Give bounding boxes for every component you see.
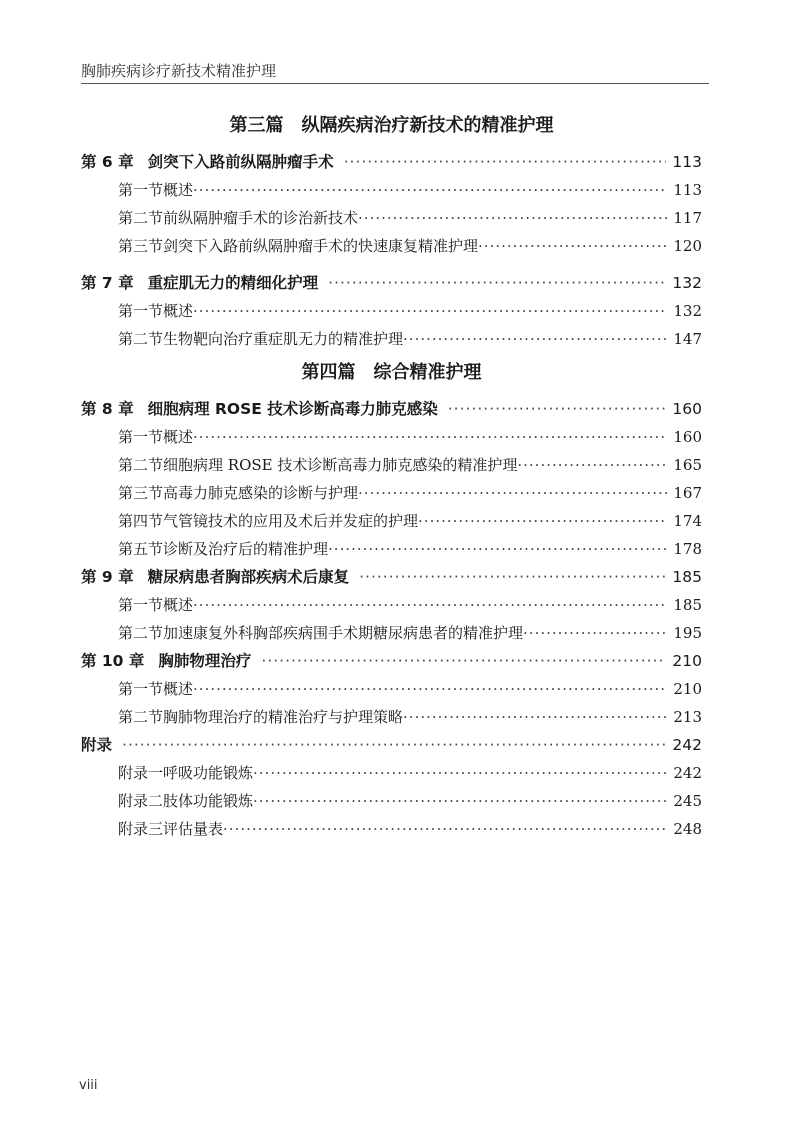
chapter-title: 重症肌无力的精细化护理: [147, 274, 319, 292]
toc-section[interactable]: [81, 787, 702, 815]
section-number: 第三节: [118, 484, 164, 502]
dot-leader: [261, 647, 666, 675]
page-number: 242: [672, 736, 702, 754]
section-number: 第一节: [118, 302, 164, 320]
page-number: 210: [672, 652, 702, 670]
chapter-title: 剑突下入路前纵隔肿瘤手术: [147, 153, 334, 171]
dot-leader: [517, 451, 667, 479]
toc-section[interactable]: [81, 176, 702, 204]
section-title: 概述: [163, 181, 194, 199]
dot-leader: [418, 507, 667, 535]
page-number: 242: [673, 764, 702, 782]
toc-section[interactable]: [81, 479, 702, 507]
section-number: 第二节: [118, 330, 164, 348]
section-number: 第一节: [118, 596, 164, 614]
page-number: 195: [673, 624, 702, 642]
toc-chapter[interactable]: [81, 563, 702, 591]
section-title: 气管镜技术的应用及术后并发症的护理: [163, 512, 419, 530]
section-number: 第二节: [118, 209, 164, 227]
section-title: 胸肺物理治疗的精准治疗与护理策略: [163, 708, 404, 726]
toc-section[interactable]: [81, 507, 702, 535]
page-number: 165: [673, 456, 702, 474]
chapter-title: 细胞病理 ROSE 技术诊断高毒力肺克感染: [147, 400, 438, 418]
section-number: 第五节: [118, 540, 164, 558]
toc-chapter[interactable]: [81, 395, 702, 423]
table-of-contents: [81, 110, 702, 843]
header-rule: [81, 83, 709, 84]
section-number: 第二节: [118, 456, 164, 474]
dot-leader: [193, 675, 667, 703]
page-number: 117: [673, 209, 702, 227]
dot-leader: [122, 731, 666, 759]
chapter-number: 第 8 章: [81, 400, 134, 418]
section-title: 呼吸功能锻炼: [163, 764, 254, 782]
page-number: 132: [672, 274, 702, 292]
chapter-number: 第 9 章: [81, 568, 134, 586]
dot-leader: [344, 148, 667, 176]
toc-section[interactable]: [81, 619, 702, 647]
chapter-title: 胸肺物理治疗: [158, 652, 252, 670]
toc-section[interactable]: [81, 325, 702, 353]
section-number: 第四节: [118, 512, 164, 530]
page-number: 132: [673, 302, 702, 320]
section-number: 第一节: [118, 181, 164, 199]
page-number: 120: [673, 237, 702, 255]
chapter-title: 糖尿病患者胸部疾病术后康复: [147, 568, 350, 586]
dot-leader: [193, 423, 667, 451]
page-number: 185: [673, 596, 702, 614]
toc-section[interactable]: [81, 451, 702, 479]
section-title: 概述: [163, 680, 194, 698]
dot-leader: [253, 787, 667, 815]
dot-leader: [193, 176, 667, 204]
section-title: 剑突下入路前纵隔肿瘤手术的快速康复精准护理: [163, 237, 479, 255]
toc-section[interactable]: [81, 759, 702, 787]
section-title: 加速康复外科胸部疾病围手术期糖尿病患者的精准护理: [163, 624, 524, 642]
section-number: 第二节: [118, 708, 164, 726]
page-number: 160: [673, 428, 702, 446]
appendix-title: 附录: [81, 736, 113, 754]
toc-section[interactable]: [81, 535, 702, 563]
page-number: 147: [673, 330, 702, 348]
dot-leader: [193, 591, 667, 619]
page-number: 113: [673, 181, 702, 199]
page-number: 167: [673, 484, 702, 502]
section-title: 前纵隔肿瘤手术的诊治新技术: [163, 209, 359, 227]
page-number: 113: [672, 153, 702, 171]
dot-leader: [358, 204, 667, 232]
page-number: 174: [673, 512, 702, 530]
toc-section[interactable]: [81, 232, 702, 260]
dot-leader: [448, 395, 667, 423]
toc-chapter[interactable]: [81, 269, 702, 297]
section-title: 诊断及治疗后的精准护理: [163, 540, 329, 558]
section-number: 第二节: [118, 624, 164, 642]
page-number: 245: [673, 792, 702, 810]
dot-leader: [478, 232, 667, 260]
toc-chapter[interactable]: [81, 647, 702, 675]
toc-section[interactable]: [81, 423, 702, 451]
section-number: 第一节: [118, 680, 164, 698]
toc-section[interactable]: [81, 591, 702, 619]
chapter-number: 第 7 章: [81, 274, 134, 292]
section-title: 高毒力肺克感染的诊断与护理: [163, 484, 359, 502]
section-title: 概述: [163, 596, 194, 614]
dot-leader: [403, 325, 667, 353]
toc-section[interactable]: [81, 675, 702, 703]
section-title: 细胞病理 ROSE 技术诊断高毒力肺克感染的精准护理: [163, 456, 518, 474]
page-folio: viii: [79, 1078, 98, 1093]
part-title: 第三篇 纵隔疾病治疗新技术的精准护理: [229, 115, 554, 136]
dot-leader: [223, 815, 667, 843]
section-title: 概述: [163, 428, 194, 446]
toc-appendix[interactable]: [81, 731, 702, 759]
dot-leader: [193, 297, 667, 325]
dot-leader: [523, 619, 667, 647]
page-number: 185: [672, 568, 702, 586]
toc-section[interactable]: [81, 204, 702, 232]
page-number: 248: [673, 820, 702, 838]
page-number: 210: [673, 680, 702, 698]
section-number: 第三节: [118, 237, 164, 255]
running-head: 胸肺疾病诊疗新技术精准护理: [81, 62, 277, 80]
toc-chapter[interactable]: [81, 148, 702, 176]
page-number: 160: [672, 400, 702, 418]
part-title: 第四篇 综合精准护理: [301, 362, 482, 383]
toc-section[interactable]: [81, 703, 702, 731]
dot-leader: [358, 479, 667, 507]
page-number: 178: [673, 540, 702, 558]
section-number: 第一节: [118, 428, 164, 446]
toc-section[interactable]: [81, 815, 702, 843]
section-number: 附录二: [118, 792, 164, 810]
section-number: 附录三: [118, 820, 164, 838]
dot-leader: [328, 535, 667, 563]
section-number: 附录一: [118, 764, 164, 782]
chapter-number: 第 6 章: [81, 153, 134, 171]
section-title: 生物靶向治疗重症肌无力的精准护理: [163, 330, 404, 348]
section-title: 肢体功能锻炼: [163, 792, 254, 810]
toc-section[interactable]: [81, 297, 702, 325]
page-number: 213: [673, 708, 702, 726]
dot-leader: [328, 269, 666, 297]
dot-leader: [403, 703, 667, 731]
section-title: 评估量表: [163, 820, 224, 838]
section-title: 概述: [163, 302, 194, 320]
chapter-number: 第 10 章: [81, 652, 145, 670]
dot-leader: [359, 563, 666, 591]
dot-leader: [253, 759, 667, 787]
